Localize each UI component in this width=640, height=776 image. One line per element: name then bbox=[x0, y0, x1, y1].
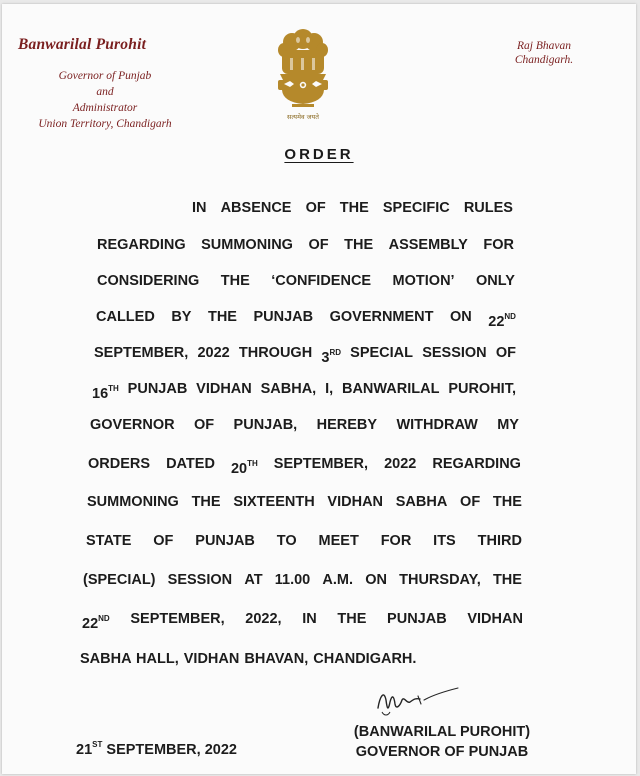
letterhead-name: Banwarilal Purohit bbox=[18, 36, 147, 53]
address-line: Chandigarh. bbox=[514, 54, 574, 66]
body-line: 22ND SEPTEMBER, 2022, IN THE PUNJAB VIDHAN bbox=[82, 611, 523, 632]
address-line: Raj Bhavan bbox=[517, 40, 571, 52]
body-line: CALLED BY THE PUNJAB GOVERNMENT ON 22ND bbox=[96, 309, 516, 330]
body-line: 16TH PUNJAB VIDHAN SABHA, I, BANWARILAL PUROHIT, bbox=[92, 381, 516, 402]
order-date: 21ST SEPTEMBER, 2022 bbox=[76, 740, 237, 758]
emblem-motto: सत्यमेव जयते bbox=[287, 113, 319, 121]
body-line: STATE OF PUNJAB TO MEET FOR ITS THIRD bbox=[86, 533, 522, 549]
body-line: (SPECIAL) SESSION AT 11.00 A.M. ON THURSDAY, THE bbox=[83, 572, 522, 588]
signature bbox=[374, 682, 460, 722]
body-line: IN ABSENCE OF THE SPECIFIC RULES bbox=[192, 200, 513, 216]
order-title: ORDER bbox=[284, 146, 354, 163]
national-emblem-icon bbox=[268, 28, 338, 126]
body-line: SUMMONING THE SIXTEENTH VIDHAN SABHA OF THE bbox=[87, 494, 522, 510]
letterhead-designation bbox=[16, 68, 194, 132]
body-line: CONSIDERING THE ‘CONFIDENCE MOTION’ ONLY bbox=[97, 273, 515, 289]
designation-line: Union Territory, Chandigarh bbox=[38, 118, 172, 130]
letterhead-address bbox=[494, 39, 594, 67]
body-line: SEPTEMBER, 2022 THROUGH 3RD SPECIAL SESSION OF bbox=[94, 345, 516, 366]
signatory-name: (BANWARILAL PUROHIT) bbox=[353, 724, 531, 740]
body-line: ORDERS DATED 20TH SEPTEMBER, 2022 REGARDING bbox=[88, 456, 521, 477]
document-page bbox=[2, 4, 636, 774]
body-line: SABHA HALL, VIDHAN BHAVAN, CHANDIGARH. bbox=[80, 651, 417, 667]
designation-line: and bbox=[96, 86, 114, 98]
signature-block bbox=[332, 722, 552, 762]
body-line: REGARDING SUMMONING OF THE ASSEMBLY FOR bbox=[97, 237, 514, 253]
signatory-designation: GOVERNOR OF PUNJAB bbox=[355, 744, 529, 760]
body-line: GOVERNOR OF PUNJAB, HEREBY WITHDRAW MY bbox=[90, 417, 519, 433]
designation-line: Administrator bbox=[72, 102, 138, 114]
designation-line: Governor of Punjab bbox=[58, 70, 152, 82]
